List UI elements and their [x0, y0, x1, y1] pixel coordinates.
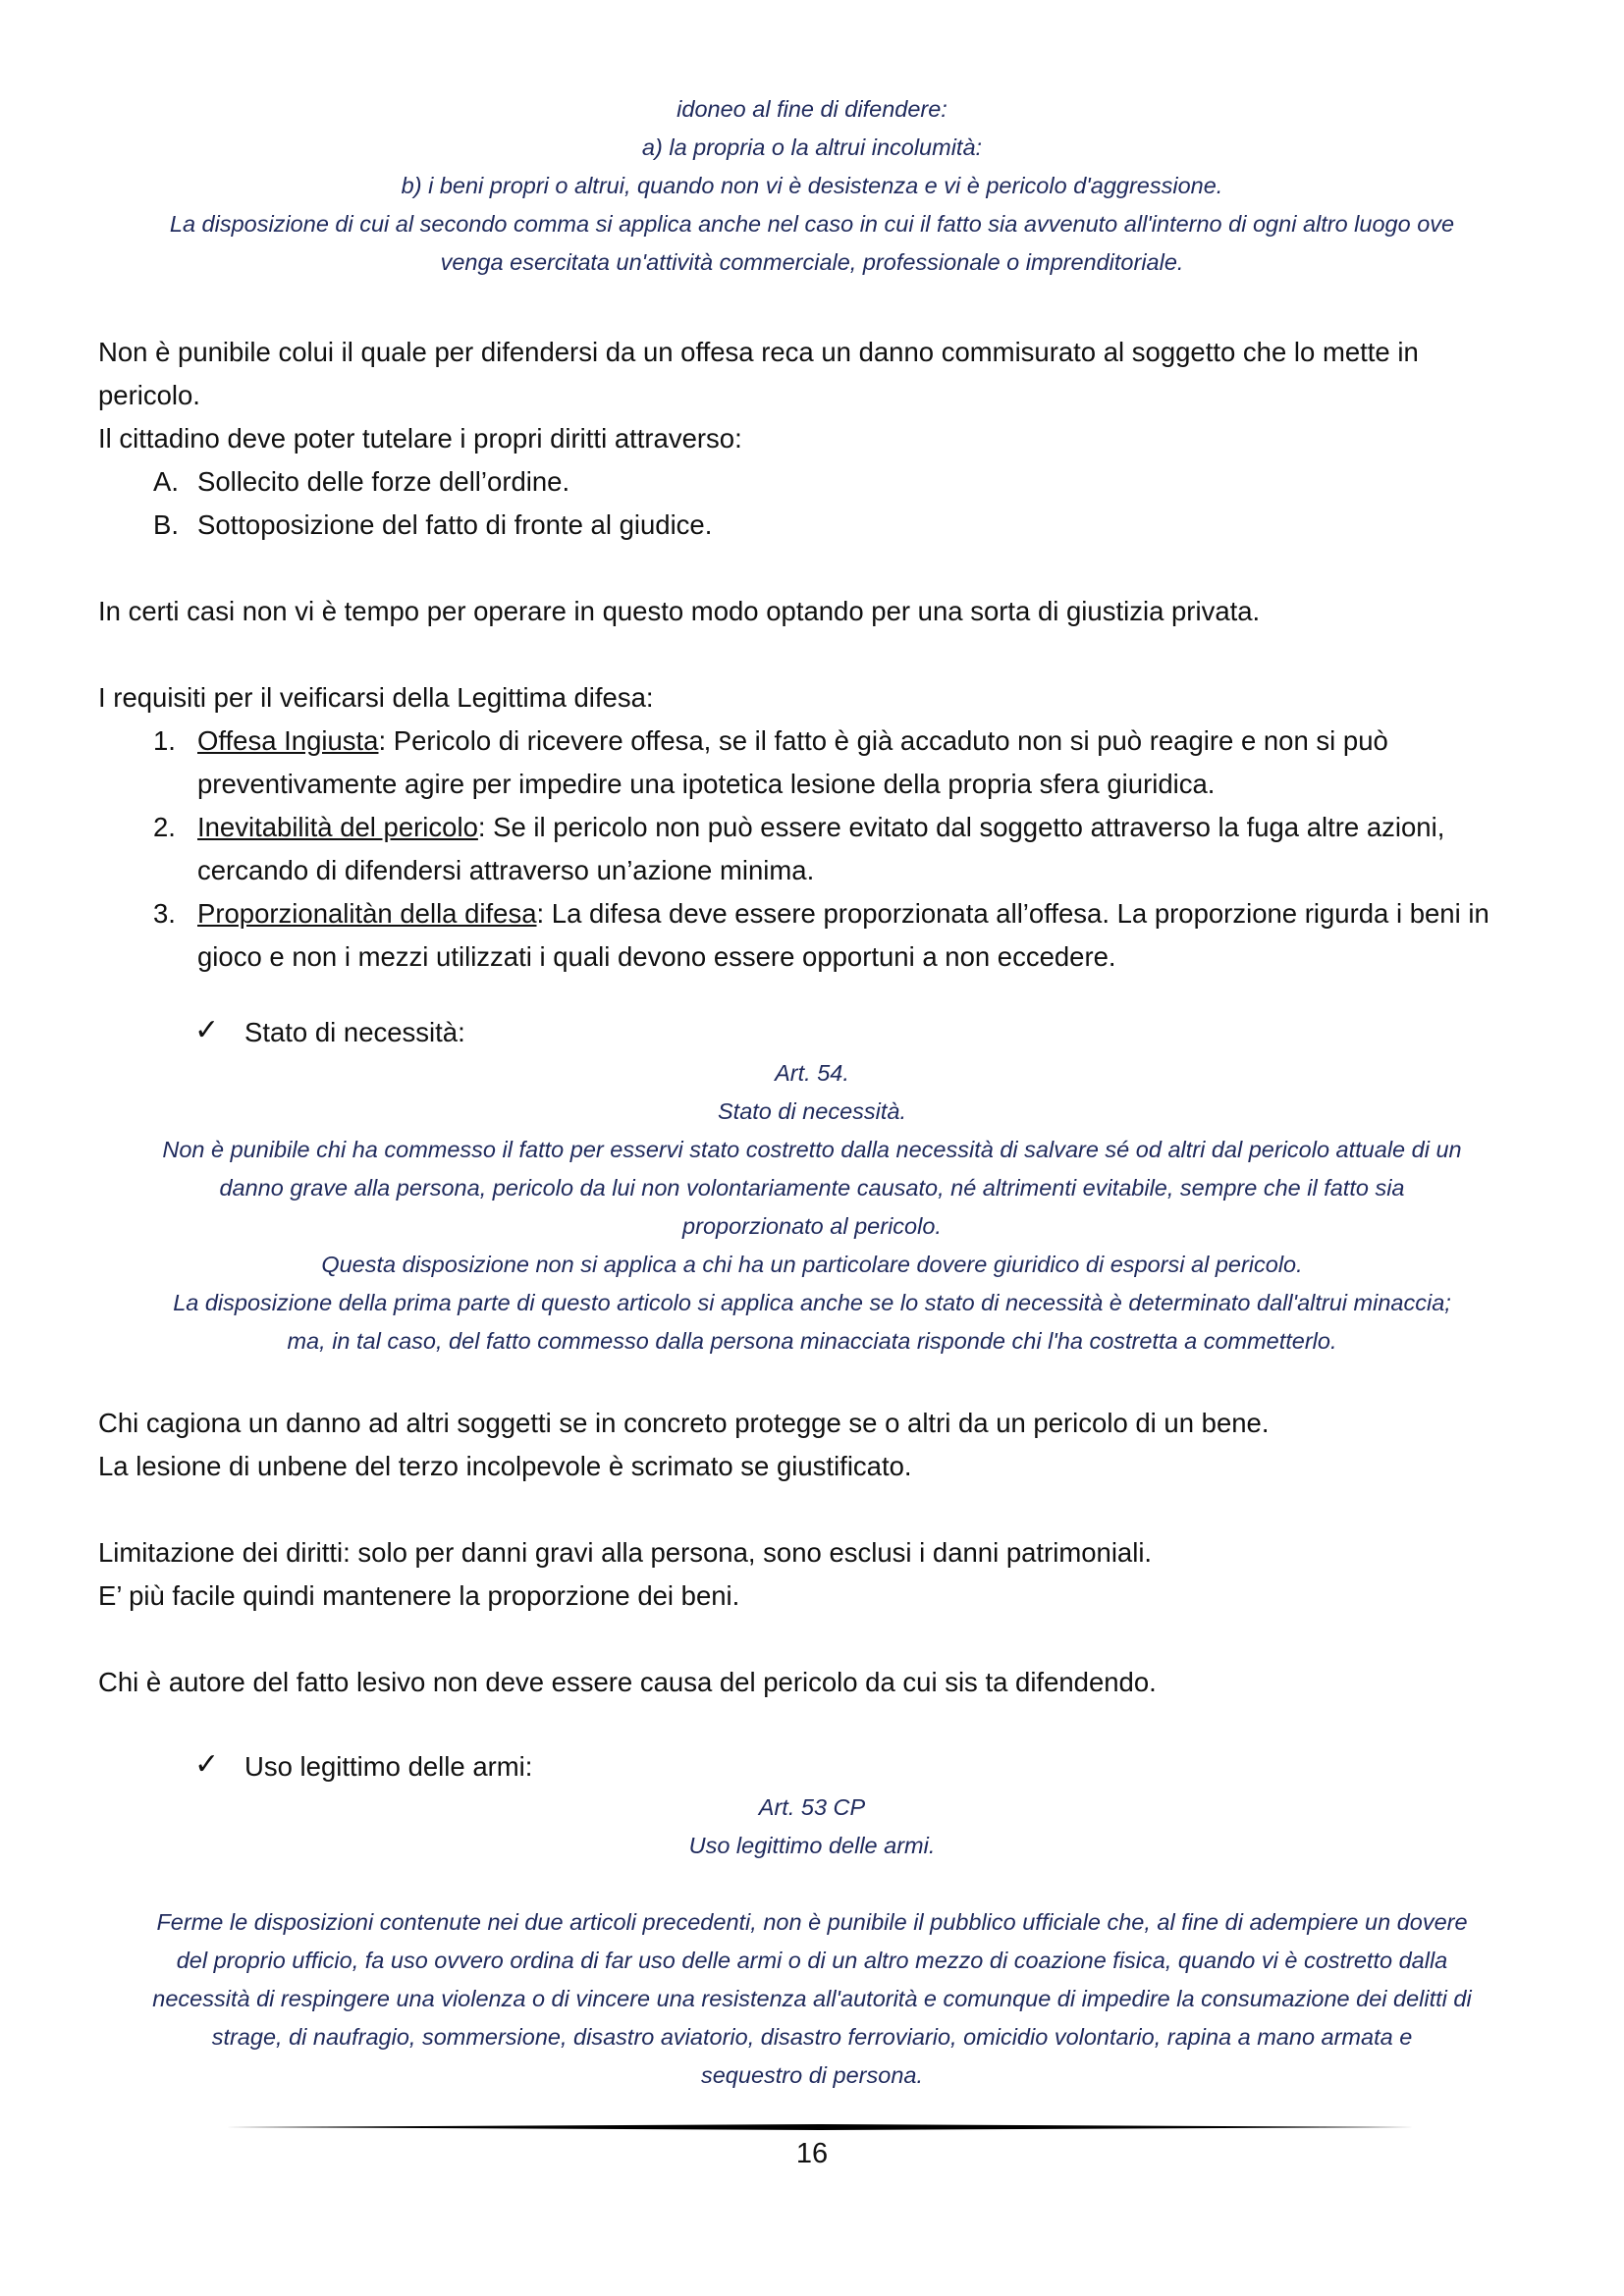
quote-line: venga esercitata un'attività commerciale, professionale o imprenditoriale. — [440, 249, 1184, 275]
art54-quote — [98, 1054, 1526, 1361]
quote-line: strage, di naufragio, sommersione, disastro aviatorio, disastro ferroviario, omicidio volontario, rapina a mano armata e — [211, 2024, 1413, 2050]
quote-line: Ferme le disposizioni contenute nei due articoli precedenti, non è punibile il pubblico ufficiale che, al fine di adempiere un dovere — [156, 1909, 1468, 1935]
paragraph: Il cittadino deve poter tutelare i propri diritti attraverso: — [98, 423, 742, 454]
quote-spacer — [98, 1865, 1526, 1903]
list-item — [98, 460, 1512, 504]
paragraph: Chi è autore del fatto lesivo non deve essere causa del pericolo da cui sis ta difendendo. — [98, 1667, 1157, 1697]
article-title: Art. 54. — [775, 1060, 849, 1086]
requisito-term: Offesa Ingiusta — [197, 725, 379, 756]
requisito-text: : Se il pericolo non può essere evitato dal soggetto attraverso la fuga altre azioni, cercando di difendersi attraverso un’azione minima. — [197, 812, 1445, 885]
list-marker: 2. — [153, 812, 176, 842]
list-item-text: Sottoposizione del fatto di fronte al giudice. — [197, 509, 713, 540]
body-block-2 — [98, 1402, 1512, 1704]
quote-line: Non è punibile chi ha commesso il fatto per esservi stato costretto dalla necessità di salvare sé od altri dal pericolo attuale di un — [162, 1137, 1462, 1162]
paragraph: Non è punibile colui il quale per difendersi da un offesa reca un danno commisurato al soggetto che lo mette in pericolo. — [98, 337, 1419, 410]
requisito-term: Inevitabilità del pericolo — [197, 812, 478, 842]
paragraph: I requisiti per il veificarsi della Legittima difesa: — [98, 682, 654, 713]
body-block-1 — [98, 331, 1512, 979]
quote-line: b) i beni propri o altrui, quando non vi è desistenza e vi è pericolo d'aggressione. — [401, 173, 1223, 198]
quote-line: idoneo al fine di difendere: — [677, 96, 947, 122]
list-marker: A. — [153, 466, 179, 497]
check-item-stato-necessita — [98, 1011, 1521, 1054]
footer-rule — [226, 2124, 1414, 2130]
list-marker: 1. — [153, 725, 176, 756]
article-subtitle: Stato di necessità. — [717, 1098, 907, 1124]
list-marker: 3. — [153, 898, 176, 929]
paragraph: E’ più facile quindi mantenere la proporzione dei beni. — [98, 1580, 740, 1611]
paragraph: In certi casi non vi è tempo per operare in questo modo optando per una sorta di giustizia privata. — [98, 596, 1261, 626]
requisito-text: : Pericolo di ricevere offesa, se il fatto è già accaduto non si può reagire e non si può preventivamente agire per impedire una ipotetica lesione della propria sfera giuridica. — [197, 725, 1388, 799]
check-icon: ✓ — [194, 1013, 220, 1047]
list-marker: B. — [153, 509, 179, 540]
quote-line: Questa disposizione non si applica a chi ha un particolare dovere giuridico di esporsi al pericolo. — [321, 1252, 1303, 1277]
check-item-label: Uso legittimo delle armi: — [244, 1751, 533, 1782]
list-item — [98, 806, 1512, 892]
requisito-term: Proporzionalitàn della difesa — [197, 898, 537, 929]
check-icon: ✓ — [194, 1747, 220, 1782]
paragraph: Limitazione dei diritti: solo per danni gravi alla persona, sono esclusi i danni patrimoniali. — [98, 1537, 1153, 1568]
quote-top — [98, 90, 1526, 282]
list-item — [98, 720, 1512, 806]
quote-line: sequestro di persona. — [700, 2062, 923, 2088]
list-item — [98, 504, 1512, 547]
page-number: 16 — [795, 2138, 829, 2169]
quote-line: del proprio ufficio, fa uso ovvero ordina di far uso delle armi o di un altro mezzo di coazione fisica, quando vi è costretto dalla — [176, 1948, 1448, 1973]
paragraph: Chi cagiona un danno ad altri soggetti se in concreto protegge se o altri da un pericolo di un bene. — [98, 1408, 1270, 1438]
quote-line: proporzionato al pericolo. — [682, 1213, 942, 1239]
article-title: Art. 53 CP — [758, 1794, 866, 1820]
list-item — [98, 892, 1512, 979]
list-item-text: Sollecito delle forze dell’ordine. — [197, 466, 570, 497]
check-item-uso-armi — [98, 1745, 1521, 1789]
quote-line: La disposizione di cui al secondo comma si applica anche nel caso in cui il fatto sia avvenuto all'interno di ogni altro luogo ove — [169, 211, 1455, 237]
check-item-label: Stato di necessità: — [244, 1017, 465, 1047]
paragraph: La lesione di unbene del terzo incolpevole è scrimato se giustificato. — [98, 1451, 912, 1481]
quote-line: necessità di respingere una violenza o di vincere una resistenza all'autorità e comunque di impedire la consumazione dei delitti di — [152, 1986, 1472, 2011]
quote-line: La disposizione della prima parte di questo articolo si applica anche se lo stato di necessità è determinato dall'altrui minaccia; — [173, 1290, 1451, 1315]
article-subtitle: Uso legittimo delle armi. — [688, 1833, 936, 1858]
requisito-text: : La difesa deve essere proporzionata all’offesa. La proporzione rigurda i beni in gioco e non i mezzi utilizzati i quali devono essere opportuni a non eccedere. — [197, 898, 1489, 972]
requisiti-list — [98, 720, 1512, 979]
quote-line: a) la propria o la altrui incolumità: — [641, 134, 983, 160]
quote-line: ma, in tal caso, del fatto commesso dalla persona minacciata risponde chi l'ha costretta a commetterlo. — [287, 1328, 1337, 1354]
lettered-list — [98, 460, 1512, 547]
quote-line: danno grave alla persona, pericolo da lui non volontariamente causato, né altrimenti evitabile, sempre che il fatto sia — [219, 1175, 1405, 1201]
art53-quote — [98, 1789, 1526, 2095]
